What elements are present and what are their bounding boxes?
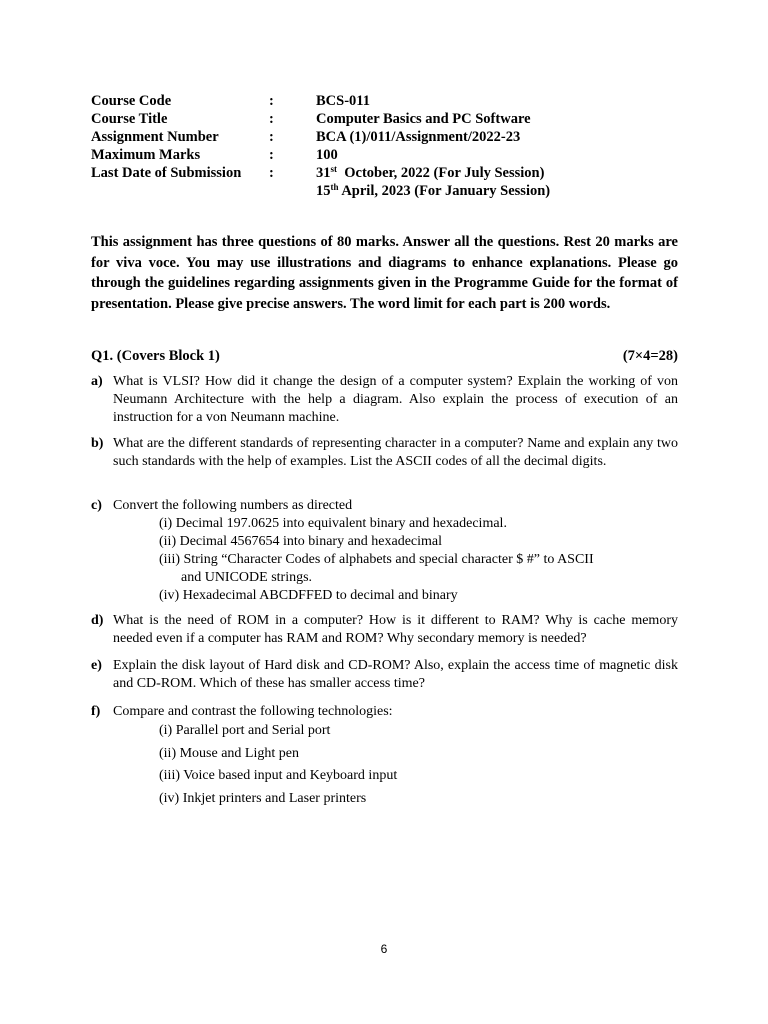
sub-item-continued: and UNICODE strings. bbox=[181, 570, 313, 585]
part-text: What are the different standards of representing character in a computer? Name and explain any two such standards with the help of examples. List the ASCII codes of all the decimal digits. bbox=[113, 436, 678, 469]
part-letter: a) bbox=[91, 374, 103, 389]
question-part-f bbox=[91, 703, 678, 721]
colon: : bbox=[269, 111, 274, 127]
question-part-d bbox=[91, 612, 678, 648]
part-text: Compare and contrast the following technologies: bbox=[113, 704, 393, 719]
submission-date-january bbox=[316, 182, 550, 200]
sub-item: (ii) Mouse and Light pen bbox=[159, 746, 299, 761]
submission-date-july bbox=[316, 164, 544, 182]
sub-item: (iii) Voice based input and Keyboard input bbox=[159, 768, 398, 783]
sub-item: (iv) Inkjet printers and Laser printers bbox=[159, 791, 367, 806]
sub-item: (ii) Decimal 4567654 into binary and hexadecimal bbox=[159, 534, 443, 549]
sub-item: (i) Decimal 197.0625 into equivalent binary and hexadecimal. bbox=[159, 516, 507, 531]
maximum-marks-value: 100 bbox=[316, 147, 338, 163]
colon: : bbox=[269, 165, 274, 181]
date-rest: October, 2022 (For July Session) bbox=[337, 165, 545, 181]
maximum-marks-label: Maximum Marks bbox=[91, 147, 201, 163]
colon: : bbox=[269, 147, 274, 163]
question-marks: (7×4=28) bbox=[622, 348, 678, 364]
colon: : bbox=[269, 129, 274, 145]
part-letter: d) bbox=[91, 613, 104, 628]
part-letter: f) bbox=[91, 704, 101, 719]
part-text: Convert the following numbers as directed bbox=[113, 498, 353, 513]
part-text: What is the need of ROM in a computer? How is it different to RAM? Why is cache memory needed even if a computer has RAM and ROM? Why secondary memory is needed? bbox=[113, 613, 678, 646]
page-number: 6 bbox=[380, 942, 388, 956]
course-title-label: Course Title bbox=[91, 111, 168, 127]
question-part-a bbox=[91, 373, 678, 427]
course-title-value: Computer Basics and PC Software bbox=[316, 111, 531, 127]
assignment-instructions: This assignment has three questions of 80 marks. Answer all the questions. Rest 20 marks are for viva voce. You may use illustrations and diagrams to enhance explanations. Please go through the guidelines regarding assignments given in the Programme Guide for the format of presentation. Please give precise answers. The word limit for each part is 200 words. bbox=[91, 234, 678, 312]
assignment-number-label: Assignment Number bbox=[91, 129, 219, 145]
part-text: What is VLSI? How did it change the design of a computer system? Explain the working of von Neumann Architecture with the help a diagram. Also explain the process of execution of an instruction for a von Neumann machine. bbox=[113, 374, 678, 425]
question-heading bbox=[91, 347, 678, 365]
course-code-label: Course Code bbox=[91, 93, 172, 109]
date-day: 15 bbox=[316, 183, 331, 199]
date-ordinal: st bbox=[330, 164, 337, 174]
date-rest: April, 2023 (For January Session) bbox=[338, 183, 551, 199]
part-letter: b) bbox=[91, 436, 104, 451]
question-part-e bbox=[91, 657, 678, 693]
part-letter: c) bbox=[91, 498, 102, 513]
sub-item: (iv) Hexadecimal ABCDFFED to decimal and binary bbox=[159, 588, 458, 603]
part-letter: e) bbox=[91, 658, 102, 673]
question-title: Q1. (Covers Block 1) bbox=[91, 348, 220, 364]
question-part-b bbox=[91, 435, 678, 471]
colon: : bbox=[269, 93, 274, 109]
question-part-c bbox=[91, 497, 678, 515]
course-code-value: BCS-011 bbox=[316, 93, 370, 109]
sub-item: (i) Parallel port and Serial port bbox=[159, 723, 331, 738]
date-ordinal: th bbox=[330, 182, 339, 192]
assignment-number-value: BCA (1)/011/Assignment/2022-23 bbox=[316, 129, 521, 145]
submission-date-label: Last Date of Submission bbox=[91, 165, 242, 181]
sub-item: (iii) String “Character Codes of alphabets and special character $ #” to ASCII bbox=[159, 552, 594, 567]
date-day: 31 bbox=[316, 165, 331, 181]
part-text: Explain the disk layout of Hard disk and CD-ROM? Also, explain the access time of magnetic disk and CD-ROM. Which of these has smaller access time? bbox=[113, 658, 678, 691]
